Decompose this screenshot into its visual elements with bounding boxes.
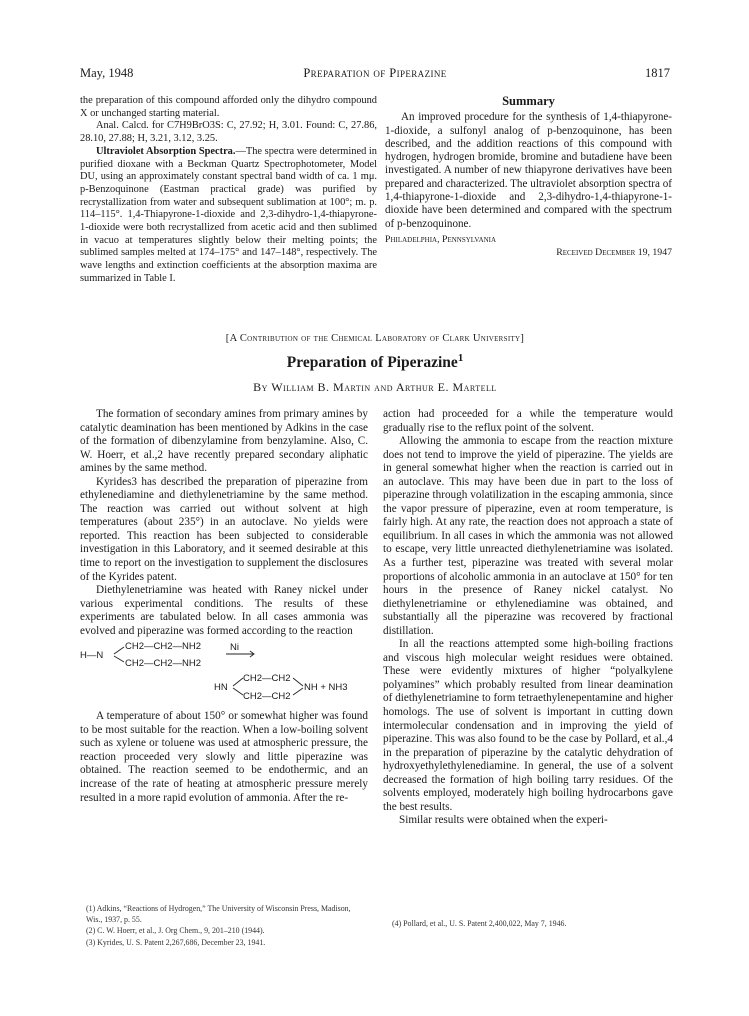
article-title: [80, 351, 670, 372]
page-number: 1817: [645, 66, 670, 80]
footnote: (4) Pollard, et al., U. S. Patent 2,400,022, May 7, 1946.: [392, 919, 567, 928]
paragraph: Diethylenetriamine was heated with Raney nickel under various experimental conditions. The results of these experiments are tabulated below. In all cases ammonia was evolved and piperazine was formed according to the reaction: [80, 584, 368, 637]
summary-section: [385, 95, 672, 260]
uv-spectra-paragraph: [80, 146, 377, 286]
reactant-lower-arm: CH2—CH2—NH2: [125, 658, 202, 670]
product-hn: HN: [214, 682, 228, 694]
footnotes-right: [392, 918, 672, 929]
running-head-date: May, 1948: [80, 66, 134, 80]
running-head-title: Preparation of Piperazine: [303, 66, 447, 80]
product-tail: NH + NH3: [304, 682, 348, 694]
footnote: (3) Kyrides, U. S. Patent 2,267,686, December 23, 1941.: [86, 937, 266, 947]
article-authors: By William B. Martin and Arthur E. Martell: [253, 380, 497, 394]
footnotes-left: [86, 903, 366, 948]
catalyst-label: Ni: [230, 642, 239, 654]
paragraph: The formation of secondary amines from primary amines by catalytic deamination has been mentioned by Adkins in the case of the formation of dibenzylamine from benzylamine. Also, C. W. Hoerr, et al.,2 have recently prepared secondary aliphatic amines by the same method.: [80, 408, 368, 475]
paragraph: Allowing the ammonia to escape from the reaction mixture does not tend to improve the yield of piperazine. The yields are in general somewhat higher when the reaction is carried out in an autoclave. This may have been due in part to the loss of piperazine through volatilization in the escaping ammonia, since the vapor pressure of piperazine, even at room temperature, is fairly high. At any rate, the reaction does not approach a state of equilibrium. In all cases in which the ammonia was not allowed to escape, very little unreacted diethylenetriamine was isolated. As a further test, piperazine was treated with several molar proportions of alcoholic ammonia in an autoclave at 150° for ten hours in the presence of Raney nickel catalyst. No diethylenetriamine or ethylenediamine was obtained, and substantially all the piperazine was recovered by fractional distillation.: [383, 435, 673, 637]
paragraph: Similar results were obtained when the experi-: [399, 814, 608, 827]
author-location: Philadelphia, Pennsylvania: [385, 233, 497, 245]
body-column-right: [383, 408, 673, 828]
reactant-nitrogen: H—N: [80, 650, 104, 662]
contribution-line: [A Contribution of the Chemical Laboratory of Clark University]: [225, 333, 525, 344]
article-title-text: Preparation of Piperazine: [286, 354, 458, 371]
product-upper-chain: CH2—CH2: [243, 673, 291, 685]
footnote: (1) Adkins, “Reactions of Hydrogen,” The University of Wisconsin Press, Madison, Wis., 1937, p. 55.: [86, 904, 351, 925]
product-lower-chain: CH2—CH2: [243, 691, 291, 703]
received-date: Received December 19, 1947: [556, 247, 672, 259]
paragraph: In all the reactions attempted some high-boiling fractions and viscous high molecular weight residues were obtained. These were evidently mixtures of higher “polyalkylene polyamines” which probably resulted from linear deamination of diethylenetriamine to form tetraethylenepentamine and higher homologs. The use of solvent is important in cutting down intermolecular condensation and in improving the yield of piperazine. This was also found to be the case by Pollard, et al.,4 in the preparation of piperazine by the catalytic dehydration of hydroxyethylethylenediamine. In general, the use of a solvent decreased the formation of high boiling tarry residues. Of the solvents employed, moderately high boiling hydrocarbons gave the best results.: [383, 638, 673, 813]
summary-text: An improved procedure for the synthesis of 1,4-thiapyrone-1-dioxide, a sulfonyl analog of p-benzoquinone, has been described, and the addition reactions of this compound with hydrogen, hydrogen bromide, bromine and butadiene have been investigated. A number of new thiapyrone derivatives have been prepared and characterized. The ultraviolet absorption spectra of 1,4-thiapyrone-1-dioxide and 2,3-dihydro-1,4-thiapyrone-1-dioxide have been determined and compared with the spectrum of p-benzoquinone.: [385, 111, 672, 230]
paragraph: A temperature of about 150° or somewhat higher was found to be most suitable for the reaction. When a low-boiling solvent such as xylene or toluene was used at atmospheric pressure, the reaction proceeded very slowly and little piperazine was obtained. The reaction seemed to be endothermic, and an increase of the rate of heating at atmospheric pressure merely resulted in a more rapid evolution of ammonia. After the re-: [80, 710, 368, 804]
paragraph: Kyrides3 has described the preparation of piperazine from ethylenediamine and diethylenetriamine by the same method. The reaction was carried out without solvent at high temperatures (about 235°) in an autoclave. No yields were reported. This reaction has been subjected to considerable investigation in this Laboratory, and it seemed desirable at this time to report on the investigation to supplement the disclosures of the Kyrides patent.: [80, 475, 368, 583]
reactant-upper-arm: CH2—CH2—NH2: [125, 641, 202, 653]
paragraph: action had proceeded for a while the temperature would gradually rise to the reflux point of the solvent.: [383, 408, 673, 434]
body-column-left: [80, 408, 368, 805]
run-in-heading: Ultraviolet Absorption Spectra.: [96, 145, 236, 157]
summary-heading: Summary: [502, 94, 555, 108]
footnote-marker: 1: [457, 351, 464, 364]
running-head: [80, 66, 670, 82]
paragraph: the preparation of this compound afforded only the dihydro compound X or unchanged starting material.: [80, 95, 377, 119]
footnote: (2) C. W. Hoerr, et al., J. Org Chem., 9, 201–210 (1944).: [86, 926, 265, 936]
paragraph-body: —The spectra were determined in purified dioxane with a Beckman Quartz Spectrophotometer, Model DU, using an approximately constant spectral band width of ca. 1 mμ. p-Benzoquinone (Eastman practical grade) was purified by recrystallization from water and subsequent sublimation at 100°; m. p. 114–115°. 1,4-Thiapyrone-1-dioxide and 2,3-dihydro-1,4-thiapyrone-1-dioxide were both recrystallized from acetic acid and then sublimed in vacuo at temperatures slightly below their melting points; the sublimed samples melted at 174–175° and 147–148°, respectively. The wave lengths and extinction coefficients at the absorption maxima are summarized in Table I.: [80, 145, 377, 284]
analysis-paragraph: Anal. Calcd. for C7H9BrO3S: C, 27.92; H, 3.01. Found: C, 27.86, 28.10, 27.88; H, 3.21, 3.12, 3.25.: [80, 120, 377, 145]
reaction-scheme: [80, 640, 368, 704]
previous-article-experimental: [80, 95, 377, 286]
